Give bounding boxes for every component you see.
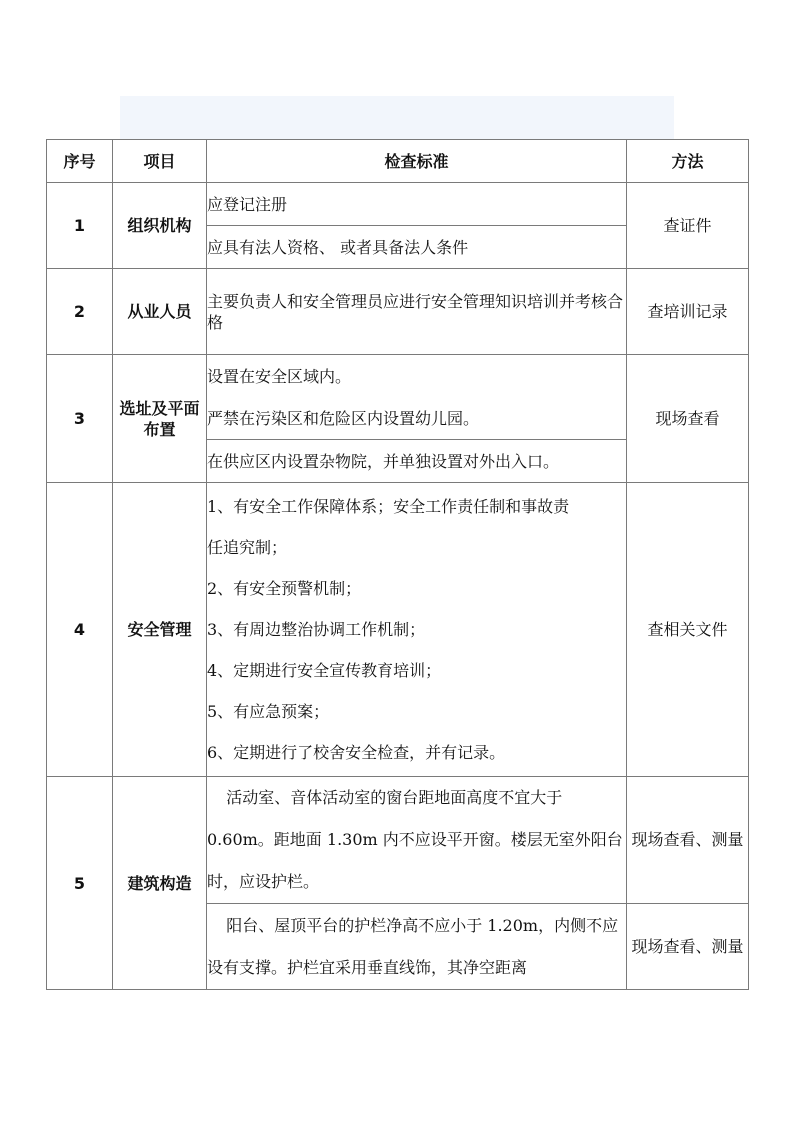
standard-line: 5、有应急预案； <box>207 702 330 721</box>
standard-line: 6、定期进行了校舍安全检查，并有记录。 <box>207 743 506 762</box>
row-standard: 活动室、音体活动室的窗台距地面高度不宜大于0.60m。距地面 1.30m 内不应设平开窗。楼层无室外阳台时，应设护栏。 <box>207 777 627 904</box>
table-row <box>47 483 749 777</box>
row-item: 组织机构 <box>113 183 207 269</box>
table-row <box>47 777 749 904</box>
header-banner <box>120 96 674 140</box>
row-method: 查培训记录 <box>627 269 749 355</box>
header-method: 方法 <box>627 140 749 183</box>
row-standard: 阳台、屋顶平台的护栏净高不应小于 1.20m，内侧不应设有支撑。护栏宜采用垂直线饰，其净空距离 <box>207 904 627 990</box>
row-method: 查证件 <box>627 183 749 269</box>
row-standard <box>207 483 627 777</box>
header-item: 项目 <box>113 140 207 183</box>
row-seq: 3 <box>47 355 113 483</box>
row-standard: 主要负责人和安全管理员应进行安全管理知识培训并考核合格 <box>207 269 627 355</box>
row-standard: 严禁在污染区和危险区内设置幼儿园。 <box>207 398 627 440</box>
header-standard: 检查标准 <box>207 140 627 183</box>
table-row <box>47 269 749 355</box>
row-seq: 1 <box>47 183 113 269</box>
table-row <box>47 355 749 398</box>
row-standard: 设置在安全区域内。 <box>207 355 627 398</box>
standard-line: 4、定期进行安全宣传教育培训； <box>207 661 442 680</box>
row-seq: 4 <box>47 483 113 777</box>
row-standard: 应登记注册 <box>207 183 627 226</box>
row-method: 现场查看、测量 <box>627 904 749 990</box>
row-item: 建筑构造 <box>113 777 207 990</box>
header-row <box>47 140 749 183</box>
row-standard: 在供应区内设置杂物院，并单独设置对外出入口。 <box>207 440 627 483</box>
row-method: 查相关文件 <box>627 483 749 777</box>
row-method: 现场查看 <box>627 355 749 483</box>
row-item: 选址及平面布置 <box>113 355 207 483</box>
standard-line: 任追究制； <box>207 538 288 557</box>
row-method: 现场查看、测量 <box>627 777 749 904</box>
row-standard: 应具有法人资格、 或者具备法人条件 <box>207 226 627 269</box>
row-seq: 5 <box>47 777 113 990</box>
table-row <box>47 183 749 226</box>
row-item: 从业人员 <box>113 269 207 355</box>
inspection-table <box>46 139 749 990</box>
row-item: 安全管理 <box>113 483 207 777</box>
standard-line: 1、有安全工作保障体系；安全工作责任制和事故责 <box>207 497 570 516</box>
header-seq: 序号 <box>47 140 113 183</box>
row-seq: 2 <box>47 269 113 355</box>
standard-line: 2、有安全预警机制； <box>207 579 362 598</box>
standard-line: 3、有周边整治协调工作机制； <box>207 620 426 639</box>
